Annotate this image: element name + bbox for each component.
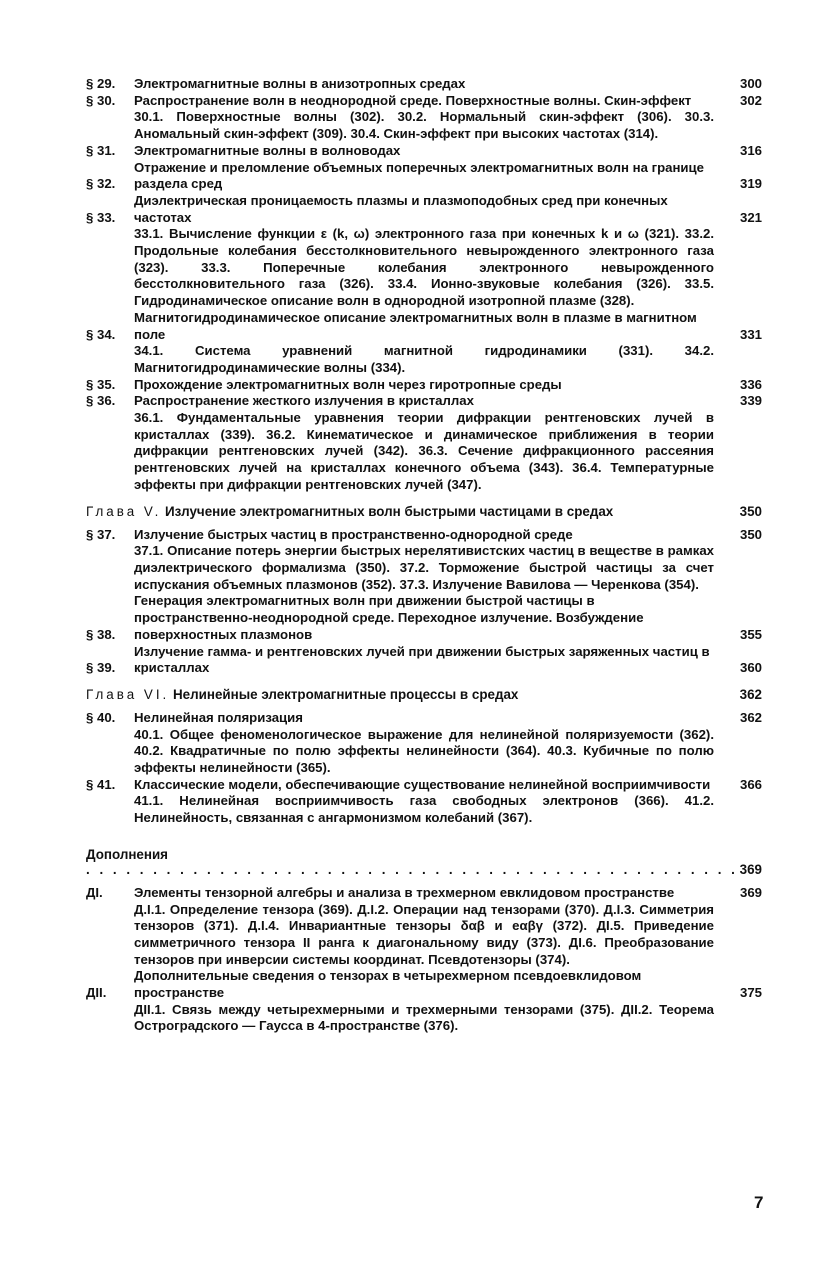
section-marker: § 38. <box>86 626 116 642</box>
section-title: Генерация электромагнитных волн при движении быстрой частицы в пространственно-неоднородной среде. Переходное излучение. Возбуждение поверхностных плазмонов <box>134 593 644 642</box>
appendix-page: 369 <box>739 861 762 877</box>
section-title: Магнитогидродинамическое описание электромагнитных волн в плазме в магнитном поле <box>134 309 697 342</box>
section-marker: § 32. <box>86 176 116 192</box>
toc-section-group <box>86 710 762 827</box>
toc-entry <box>86 393 762 493</box>
section-title: Излучение быстрых частиц в пространственно-однородной среде <box>134 526 573 542</box>
section-page: 319 <box>739 176 762 192</box>
subsection-list: 33.1. Вычисление функции ε (k, ω) электронного газа при конечных k и ω (321). 33.2. Продольные колебания бесстолкновительного невырожденного электронного газа (323). 33.3. Поперечные колебания электронного невырожденного бесстолкновительного газа (326). 33.4. Ионно-звуковые колебания (326). 33.5. Гидродинамическое описание волн в однородной изотропной плазме (328). <box>134 226 714 309</box>
toc-section-group <box>86 527 762 677</box>
section-page: 302 <box>739 92 762 108</box>
section-page: 350 <box>739 526 762 542</box>
toc-entry <box>86 160 762 193</box>
toc-entry <box>86 777 762 827</box>
section-title: Электромагнитные волны в анизотропных средах <box>134 76 466 91</box>
chapter-title: Нелинейные электромагнитные процессы в средах <box>173 686 519 702</box>
section-marker: § 30. <box>86 92 116 108</box>
section-marker: § 29. <box>86 76 116 91</box>
toc-entry <box>86 710 762 777</box>
section-marker: § 34. <box>86 326 116 342</box>
section-marker: § 40. <box>86 709 116 725</box>
toc-entry <box>86 527 762 594</box>
appendix-title: Дополнения <box>86 846 168 862</box>
section-page: 366 <box>739 776 762 792</box>
section-title: Распространение жесткого излучения в кристаллах <box>134 393 474 409</box>
subsection-list: 36.1. Фундаментальные уравнения теории дифракции рентгеновских лучей в кристаллах (339). 36.2. Кинематическое и динамическое приближения в теории дифракции рентгеновских лучей (342). 36.3. Сечение дифракционного рассеяния рентгеновских лучей на кристаллах конечного объема (343). 36.4. Температурные эффекты при дифракции рентгеновских лучей (347). <box>134 410 714 492</box>
subsection-list: 41.1. Нелинейная восприимчивость газа свободных электронов (366). 41.2. Нелинейность, связанная с ангармонизмом колебаний (367). <box>134 793 714 826</box>
section-page: 321 <box>739 209 762 225</box>
section-title: Нелинейная поляризация <box>134 709 303 725</box>
section-page: 339 <box>739 393 762 409</box>
section-page: 300 <box>739 76 762 91</box>
section-marker: § 37. <box>86 526 116 542</box>
chapter-label: Глава VI. <box>86 686 170 702</box>
section-title: Прохождение электромагнитных волн через гиротропные среды <box>134 376 562 392</box>
section-title: Элементы тензорной алгебры и анализа в трехмерном евклидовом пространстве <box>134 884 675 900</box>
chapter-page: 350 <box>739 503 762 519</box>
section-page: 362 <box>739 709 762 725</box>
section-page: 331 <box>739 326 762 342</box>
toc-section-group <box>86 76 762 494</box>
subsection-list: 37.1. Описание потерь энергии быстрых нерелятивистских частиц в веществе в рамках диэлектрического формализма (350). 37.2. Торможение быстрой частицы за счет испускания объемных плазмонов (352). 37.3. Излучение Вавилова — Черенкова (354). <box>134 543 714 592</box>
section-page: 369 <box>739 884 762 900</box>
toc-entry <box>86 143 762 160</box>
chapter-heading <box>86 504 762 519</box>
subsection-list: 40.1. Общее феноменологическое выражение для нелинейной поляризуемости (362). 40.2. Квадратичные по полю эффекты нелинейности (364). 40.3. Кубичные по полю эффекты нелинейности (365). <box>134 726 714 776</box>
section-title: Распространение волн в неоднородной среде. Поверхностные волны. Скин-эффект <box>134 92 692 108</box>
toc-entry <box>86 593 762 643</box>
subsection-list: Д.I.1. Определение тензора (369). Д.I.2. Операции над тензорами (370). Д.I.3. Симметрия тензоров (371). Д.I.4. Инвариантные тензоры δαβ и eαβγ (372). ДI.5. Приведение симметричного тензора II ранга к диагональному виду (373). ДI.6. Преобразование тензоров при инверсии системы координат. Псевдотензоры (374). <box>134 901 714 967</box>
chapter-heading <box>86 687 762 702</box>
section-marker: § 36. <box>86 393 116 409</box>
section-page: 355 <box>739 626 762 642</box>
section-marker: § 31. <box>86 142 116 158</box>
appendix-heading <box>86 847 762 877</box>
section-title: Отражение и преломление объемных поперечных электромагнитных волн на границе раздела сред <box>134 159 704 192</box>
toc <box>86 76 762 1035</box>
section-title: Электромагнитные волны в волноводах <box>134 142 401 158</box>
section-title: Диэлектрическая проницаемость плазмы и плазмоподобных сред при конечных частотах <box>134 192 668 225</box>
section-page: 375 <box>739 985 762 1001</box>
toc-entry <box>86 968 762 1035</box>
section-marker: ДI. <box>86 884 103 900</box>
chapter-page: 362 <box>739 686 762 702</box>
section-page: 316 <box>739 142 762 158</box>
section-marker: § 35. <box>86 376 116 392</box>
section-title: Классические модели, обеспечивающие существование нелинейной восприимчивости <box>134 776 711 792</box>
chapter-label: Глава V. <box>86 503 162 519</box>
section-page: 360 <box>739 660 762 676</box>
section-marker: § 41. <box>86 776 116 792</box>
toc-entry <box>86 310 762 377</box>
subsection-list: 30.1. Поверхностные волны (302). 30.2. Нормальный скин-эффект (306). 30.3. Аномальный скин-эффект (309). 30.4. Скин-эффект при высоких частотах (314). <box>134 109 714 142</box>
toc-entry <box>86 885 762 969</box>
toc-entry <box>86 377 762 394</box>
subsection-list: ДII.1. Связь между четырехмерными и трехмерными тензорами (375). ДII.2. Теорема Остроградского — Гаусса в 4-пространстве (376). <box>134 1001 714 1034</box>
section-marker: § 39. <box>86 660 116 676</box>
toc-entry <box>86 193 762 310</box>
section-title: Излучение гамма- и рентгеновских лучей при движении быстрых заряженных частиц в кристаллах <box>134 643 710 676</box>
toc-section-group <box>86 885 762 1035</box>
subsection-list: 34.1. Система уравнений магнитной гидродинамики (331). 34.2. Магнитогидродинамические волны (334). <box>134 343 714 375</box>
toc-entry <box>86 93 762 143</box>
toc-entry <box>86 76 762 93</box>
leader-dots: . . . . . . . . . . . . . . . . . . . . . . . . . . . . . . . . . . . . . . . . . . . . . . . . . <box>86 861 738 877</box>
section-page: 336 <box>739 376 762 392</box>
toc-entry <box>86 644 762 677</box>
section-marker: § 33. <box>86 209 116 225</box>
chapter-title: Излучение электромагнитных волн быстрыми частицами в средах <box>165 503 614 519</box>
section-title: Дополнительные сведения о тензорах в четырехмерном псевдоевклидовом пространстве <box>134 968 642 1001</box>
section-marker: ДII. <box>86 985 107 1001</box>
page-number: 7 <box>754 1193 764 1212</box>
